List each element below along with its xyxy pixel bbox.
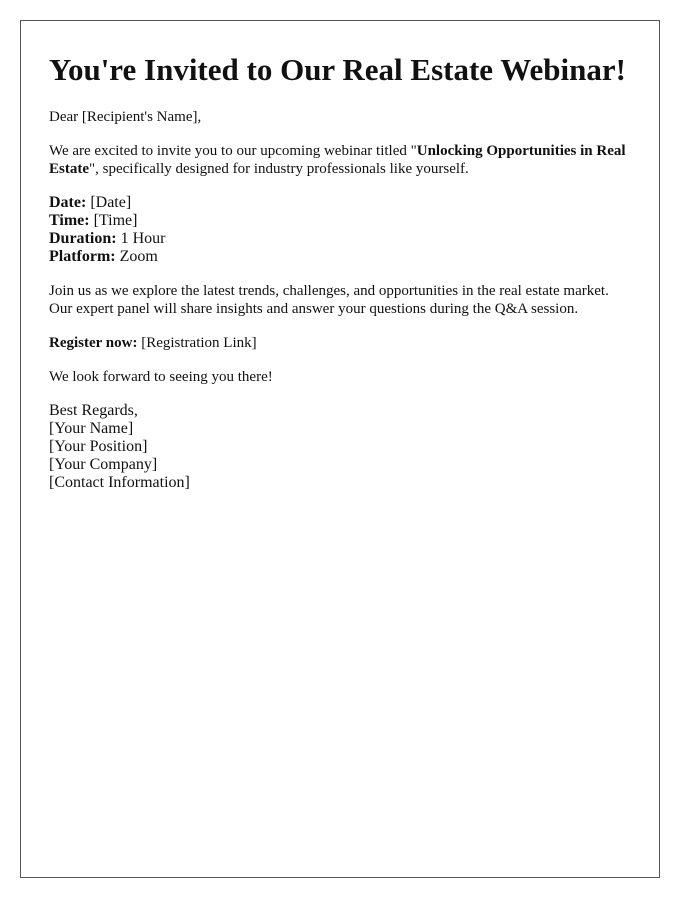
webinar-title: Unlocking Opportunities in Real Estate [49, 143, 626, 177]
event-details [49, 194, 631, 266]
signature-block [49, 402, 631, 492]
detail-value: [Date] [86, 194, 132, 211]
detail-platform [49, 248, 631, 266]
closing-line: We look forward to seeing you there! [49, 369, 273, 385]
signature-position: [Your Position] [49, 438, 148, 455]
detail-time [49, 212, 631, 230]
letter-page [20, 20, 660, 878]
intro-paragraph [49, 142, 631, 178]
signature-name: [Your Name] [49, 420, 134, 437]
detail-value: Zoom [115, 248, 158, 265]
intro-text-after: ", specifically designed for industry professionals like yourself. [89, 161, 469, 177]
detail-value: [Time] [89, 212, 138, 229]
signature-sign-off: Best Regards, [49, 402, 138, 419]
detail-date [49, 194, 631, 212]
letter-title: You're Invited to Our Real Estate Webinar! [49, 52, 626, 87]
detail-value: 1 Hour [116, 230, 166, 247]
detail-label: Time: [49, 212, 90, 229]
signature-contact: [Contact Information] [49, 474, 190, 491]
detail-label: Platform: [49, 248, 116, 265]
detail-duration [49, 230, 631, 248]
register-line [49, 334, 631, 352]
detail-label: Duration: [49, 230, 117, 247]
intro-text-before: We are excited to invite you to our upcoming webinar titled " [49, 143, 417, 159]
registration-link[interactable]: [Registration Link] [137, 335, 257, 351]
body-paragraph: Join us as we explore the latest trends, challenges, and opportunities in the real estate market. Our expert panel will share insights and answer your questions during the Q&A session. [49, 283, 609, 317]
register-label: Register now: [49, 335, 138, 351]
detail-label: Date: [49, 194, 87, 211]
greeting: Dear [Recipient's Name], [49, 109, 202, 125]
signature-company: [Your Company] [49, 456, 158, 473]
